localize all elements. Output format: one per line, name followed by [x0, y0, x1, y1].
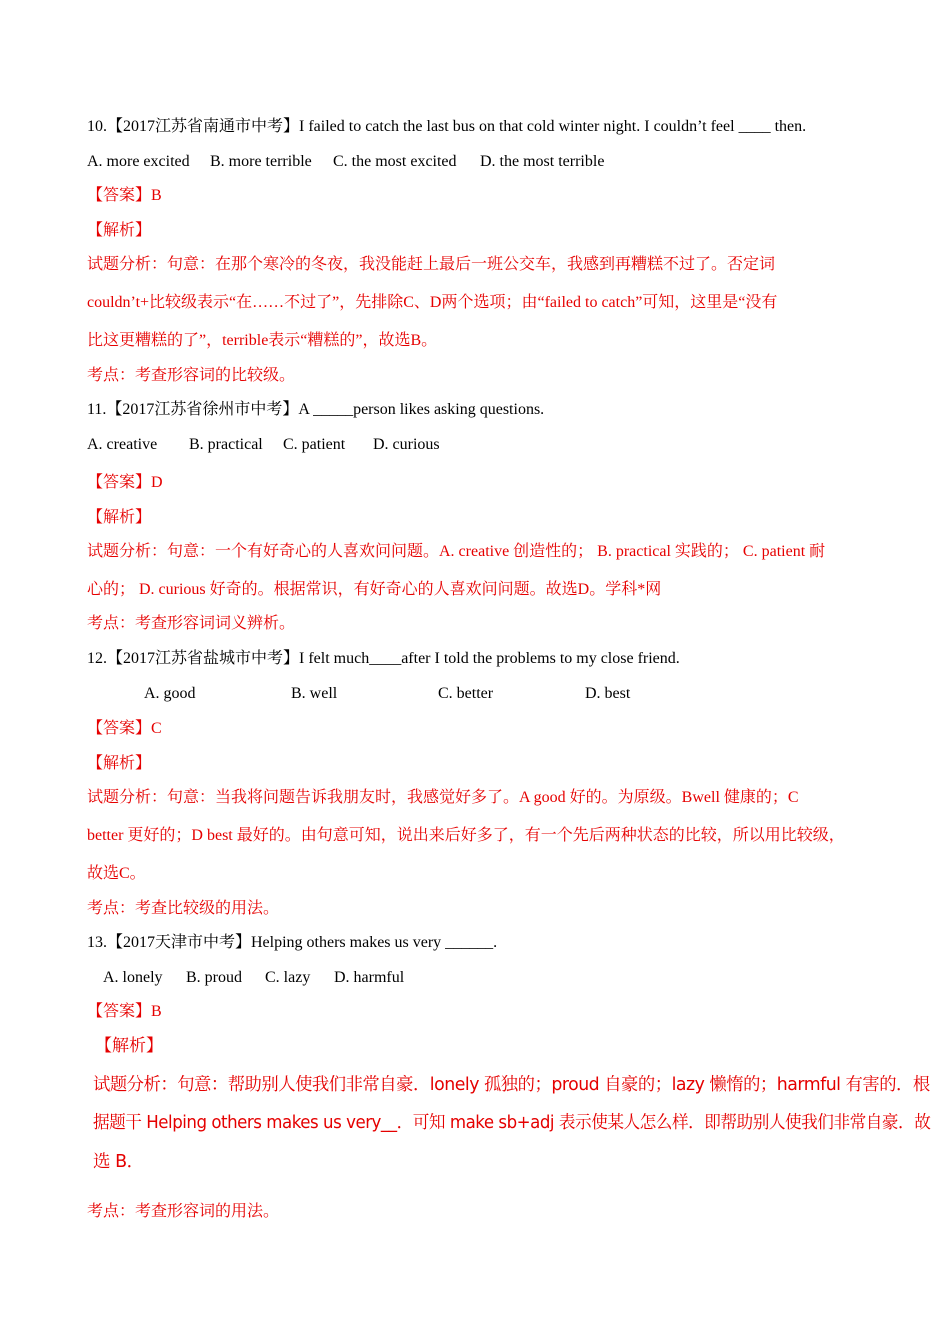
q11-analysis-line: 试题分析：句意：一个有好奇心的人喜欢问问题。A. creative 创造性的； B. practical 实践的； C. patient 耐 — [87, 543, 826, 560]
q12-analysis-label: 【解析】 — [87, 755, 152, 772]
q13-point: 考点：考查形容词的用法。 — [87, 1203, 280, 1220]
q11-analysis-label: 【解析】 — [87, 509, 152, 526]
question-12-stem: 12.【2017江苏省盐城市中考】I felt much____after I told the problems to my close friend. — [87, 650, 680, 667]
q12-answer: 【答案】C — [87, 720, 162, 737]
q10-option-c: C. the most excited — [333, 153, 457, 170]
q10-analysis-label: 【解析】 — [87, 222, 152, 239]
q10-option-a: A. more excited — [87, 153, 190, 170]
q10-answer: 【答案】B — [87, 187, 162, 204]
q13-analysis-label: 【解析】 — [95, 1036, 163, 1056]
q13-option-c: C. lazy — [265, 969, 311, 986]
q13-analysis-line: 选 B． — [93, 1152, 144, 1172]
q10-analysis-line: 比这更糟糕的了”，terrible表示“糟糕的”，故选B。 — [87, 332, 438, 349]
q12-option-c: C. better — [438, 685, 494, 702]
q12-option-a: A. good — [144, 685, 196, 702]
question-11-stem: 11.【2017江苏省徐州市中考】A _____person likes asking questions. — [87, 401, 545, 418]
q11-analysis-line: 心的； D. curious 好奇的。根据常识，有好奇心的人喜欢问问题。故选D。学科*网 — [87, 581, 662, 598]
q10-option-d: D. the most terrible — [480, 153, 605, 170]
q10-analysis-line: 试题分析：句意：在那个寒冷的冬夜，我没能赶上最后一班公交车，我感到再糟糕不过了。否定词 — [87, 256, 776, 273]
q12-option-b: B. well — [291, 685, 338, 702]
question-10-stem: 10.【2017江苏省南通市中考】I failed to catch the last bus on that cold winter night. I couldn’t feel ____ then. — [87, 118, 807, 135]
q11-point: 考点：考查形容词词义辨析。 — [87, 615, 296, 632]
q13-option-a: A. lonely — [103, 969, 163, 986]
q12-analysis-line: 故选C。 — [87, 865, 146, 882]
q10-point: 考点：考查形容词的比较级。 — [87, 367, 296, 384]
q11-answer: 【答案】D — [87, 474, 163, 491]
q13-answer: 【答案】B — [87, 1003, 162, 1020]
q11-option-d: D. curious — [373, 436, 440, 453]
q10-option-b: B. more terrible — [210, 153, 312, 170]
q11-option-a: A. creative — [87, 436, 158, 453]
q11-option-c: C. patient — [283, 436, 346, 453]
q12-analysis-line: 试题分析：句意：当我将问题告诉我朋友时，我感觉好多了。A good 好的。为原级。Bwell 健康的；C — [87, 789, 799, 806]
q12-option-d: D. best — [585, 685, 631, 702]
q12-analysis-line: better 更好的；D best 最好的。由句意可知，说出来后好多了，有一个先后两种状态的比较，所以用比较级， — [87, 827, 845, 844]
q13-analysis-line: 试题分析：句意：帮助别人使我们非常自豪．lonely 孤独的；proud 自豪的；lazy 懒惰的；harmful 有害的．根 — [93, 1075, 930, 1095]
q13-option-d: D. harmful — [334, 969, 405, 986]
q13-option-b: B. proud — [186, 969, 242, 986]
q11-option-b: B. practical — [189, 436, 263, 453]
question-13-stem: 13.【2017天津市中考】Helping others makes us very ______. — [87, 934, 498, 951]
q13-analysis-line: 据题干 Helping others makes us very__．可知 make sb+adj 表示使某人怎么样．即帮助别人使我们非常自豪．故 — [93, 1113, 931, 1133]
q10-analysis-line: couldn’t+比较级表示“在……不过了”，先排除C、D两个选项；由“failed to catch”可知，这里是“没有 — [87, 294, 778, 311]
q12-point: 考点：考查比较级的用法。 — [87, 900, 280, 917]
